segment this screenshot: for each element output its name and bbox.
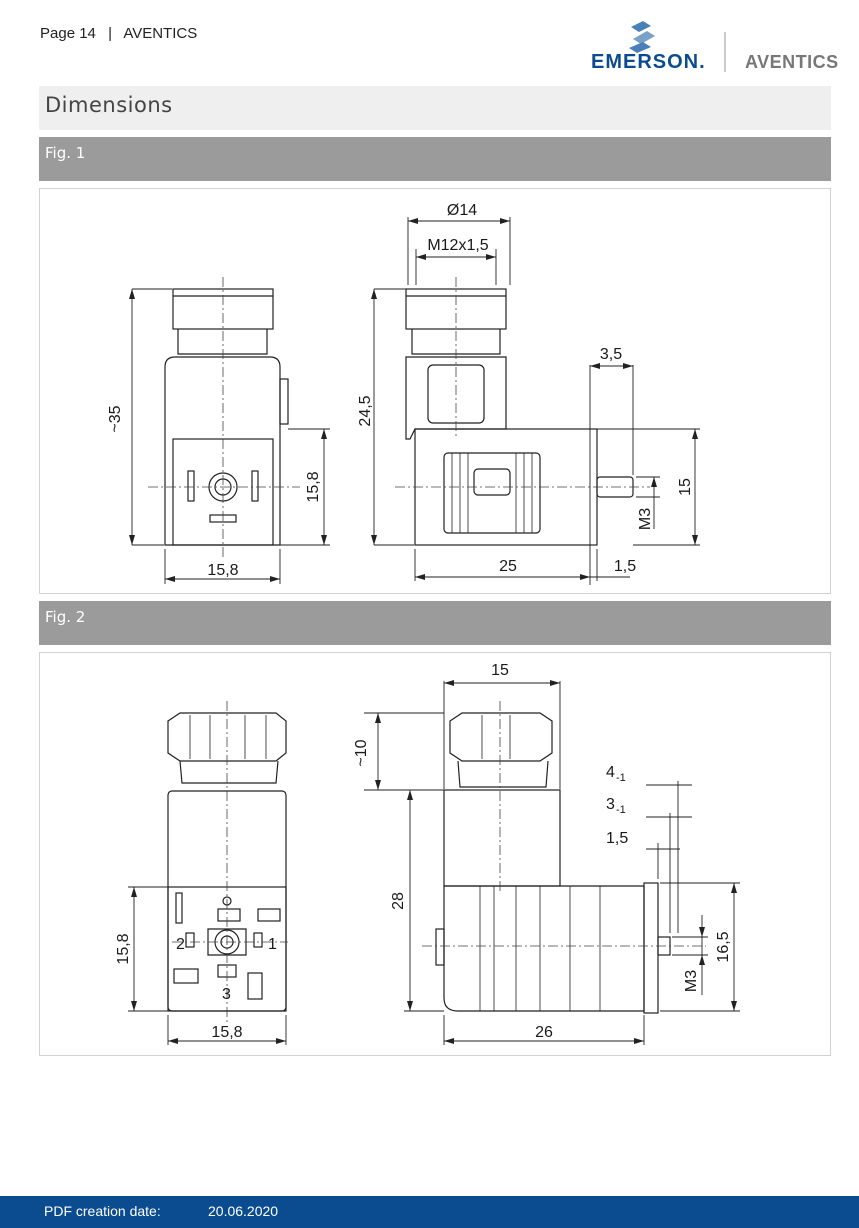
page-label: Page [40,25,76,42]
fig2-dim-4-tolerance: -1 [616,772,626,784]
fig1-dim-24-5: 24,5 [357,395,374,427]
fig1-drawing-panel [39,188,831,594]
fig2-pin-2: 2 [176,936,185,953]
fig1-dim-15-8-height: 15,8 [305,471,322,503]
fig1-dim-15: 15 [677,478,694,496]
fig1-dim-3-5: 3,5 [599,346,623,363]
fig2-drawing-panel [39,652,831,1056]
page-header [40,25,197,42]
aventics-logo-text: AVENTICS [745,52,839,72]
footer-bar [0,1196,859,1228]
page-number: 14 [79,25,96,42]
fig1-dim-35: ~35 [107,405,124,433]
emerson-logo-text: EMERSON. [591,51,706,73]
fig2-dim-1-5: 1,5 [606,830,629,847]
footer-date: 20.06.2020 [208,1203,279,1219]
section-title: Dimensions [39,86,831,130]
fig2-dim-m3: M3 [683,969,700,993]
fig2-dim-28: 28 [390,892,407,910]
fig1-drawing [40,189,830,593]
fig2-dim-4: 4 [606,764,615,781]
fig2-drawing [40,653,830,1055]
fig2-dim-26: 26 [535,1024,553,1041]
fig1-dim-d14: Ø14 [446,202,478,219]
footer-label: PDF creation date: [44,1203,161,1219]
fig2-dim-3-tolerance: -1 [616,804,626,816]
header-brand: AVENTICS [123,25,198,42]
fig2-dim-10: ~10 [353,739,370,767]
brand-logos [589,18,859,78]
fig2-dim-3: 3 [606,796,615,813]
fig1-dim-m12: M12x1,5 [427,237,489,254]
fig2-dim-15-8-width: 15,8 [211,1024,243,1041]
fig1-dim-25: 25 [499,558,517,575]
fig1-dim-m3: M3 [637,507,654,531]
fig2-label: Fig. 2 [39,601,831,645]
emerson-logo-icon [629,21,655,53]
fig1-label: Fig. 1 [39,137,831,181]
fig2-dim-15-8-height: 15,8 [115,933,132,965]
fig2-pin-3: 3 [222,986,231,1003]
fig1-dim-1-5: 1,5 [613,558,637,575]
fig2-dim-15: 15 [491,662,509,679]
fig1-dim-15-8-width: 15,8 [207,562,239,579]
header-separator: | [108,25,112,42]
fig2-pin-1: 1 [268,936,277,953]
fig2-dim-16-5: 16,5 [715,931,732,963]
